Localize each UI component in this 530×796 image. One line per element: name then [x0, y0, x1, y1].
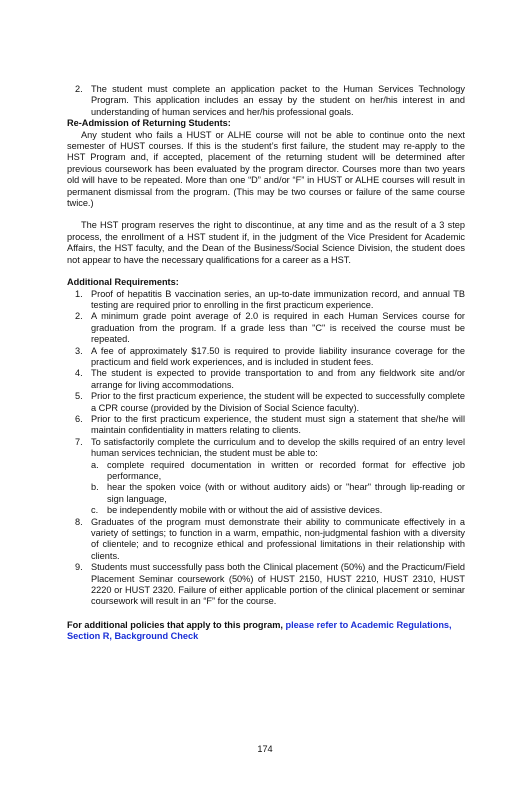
- list-number: 8.: [75, 516, 83, 527]
- list-text: A fee of approximately $17.50 is required to provide liability insurance coverage for the practicum and field work experiences, and is included in student fees.: [91, 345, 465, 367]
- additional-requirements-heading: Additional Requirements:: [67, 277, 179, 288]
- list-item: [67, 346, 465, 369]
- sub-list-letter: c.: [91, 505, 99, 516]
- list-text: The student must complete an application packet to the Human Services Technology Program. This application includes an essay by the student on her/his interest in and understanding of human services and her/his professional goals.: [91, 84, 465, 117]
- list-text: The student is expected to provide transportation to and from any fieldwork site and/or arrange for living accommodations.: [91, 368, 465, 390]
- list-text: Students must successfully pass both the Clinical placement (50%) and the Practicum/Field Placement Seminar coursework (50%) of HUST 2150, HUST 2210, HUST 2310, HUST 2220 or HUST 2320. Failure of either applicable portion of the clinical placement or seminar coursework will result in an “F” for the course.: [91, 562, 465, 607]
- list-number: 3.: [75, 345, 83, 356]
- list-item: [67, 414, 465, 437]
- list-item: [67, 289, 465, 312]
- list-text: A minimum grade point average of 2.0 is required in each Human Services course for graduation from the program. If a grade less than "C" is received the course must be repeated.: [91, 311, 465, 345]
- list-number: 9.: [75, 562, 83, 573]
- list-item: [67, 517, 465, 563]
- list-item: [67, 311, 465, 345]
- list-number: 2.: [75, 311, 83, 322]
- discontinue-paragraph: The HST program reserves the right to discontinue, at any time and as the result of a 3 step process, the enrollment of a HST student if, in the judgment of the Vice President for Academic Affairs, the HST faculty, and the Dean of the Business/Social Science Division, the student does not appear to have the necessary qualifications for a career as a HST.: [67, 220, 465, 265]
- page-number: 174: [257, 744, 273, 754]
- sub-list-item: [67, 482, 465, 505]
- list-text: Proof of hepatitis B vaccination series, an up-to-date immunization record, and annual TB testing are required prior to enrolling in the first practicum experience.: [91, 288, 465, 310]
- readmission-paragraph: Any student who fails a HUST or ALHE course will not be able to continue onto the next semester of HUST courses. If this is the student’s first failure, the student may re-apply to the HST Program and, if accepted, placement of the returning student will be determined after previous coursework has been evaluated by the program director. Courses more than two years old will have to be repeated. More than one “D” and/or “F” in HUST or ALHE courses will result in permanent dismissal from the program. (This may be two courses or failure of the same course twice.): [67, 129, 465, 209]
- list-number: 2.: [75, 84, 83, 94]
- list-number: 7.: [75, 436, 83, 447]
- sub-list-item: [67, 460, 465, 483]
- list-text: To satisfactorily complete the curriculum and to develop the skills required of an entry level human services technician, the student must be able to:: [91, 436, 465, 459]
- list-number: 4.: [75, 368, 83, 379]
- academic-regulations-link[interactable]: please refer to Academic Regulations, Section R, Background Check: [67, 619, 452, 642]
- list-item: [67, 437, 465, 460]
- list-item: [67, 562, 465, 608]
- list-number: 5.: [75, 391, 83, 402]
- sub-list-text: hear the spoken voice (with or without auditory aids) or "hear" through lip-reading or sign language,: [107, 482, 465, 504]
- sub-list-item: [67, 505, 465, 516]
- document-body: [67, 84, 465, 643]
- list-number: 1.: [75, 288, 83, 299]
- list-item: [67, 368, 465, 391]
- list-item: [67, 391, 465, 414]
- intro-list-item: [67, 84, 465, 118]
- list-text: Graduates of the program must demonstrate their ability to communicate effectively in a variety of settings; to function in a warm, empathic, non-judgmental fashion with a diversity of clientele; and to recognize ethical and professional limitations in their relationship with clients.: [91, 516, 465, 561]
- readmission-heading: Re-Admission of Returning Students:: [67, 118, 231, 129]
- note-lead-text: For additional policies that apply to this program,: [67, 619, 286, 630]
- list-number: 6.: [75, 413, 83, 424]
- additional-policies-note: [67, 620, 465, 643]
- requirements-list: [67, 289, 465, 608]
- sub-list-text: complete required documentation in written or recorded format for effective job performance,: [107, 459, 465, 481]
- list-text: Prior to the first practicum experience, the student will be expected to successfully complete a CPR course (provided by the Division of Social Science faculty).: [91, 391, 465, 413]
- list-text: Prior to the first practicum experience, the student must sign a statement that she/he will maintain confidentiality in matters relating to clients.: [91, 413, 465, 436]
- sub-list-letter: b.: [91, 482, 99, 493]
- sub-list-letter: a.: [91, 459, 99, 470]
- sub-list-text: be independently mobile with or without the aid of assistive devices.: [107, 505, 383, 516]
